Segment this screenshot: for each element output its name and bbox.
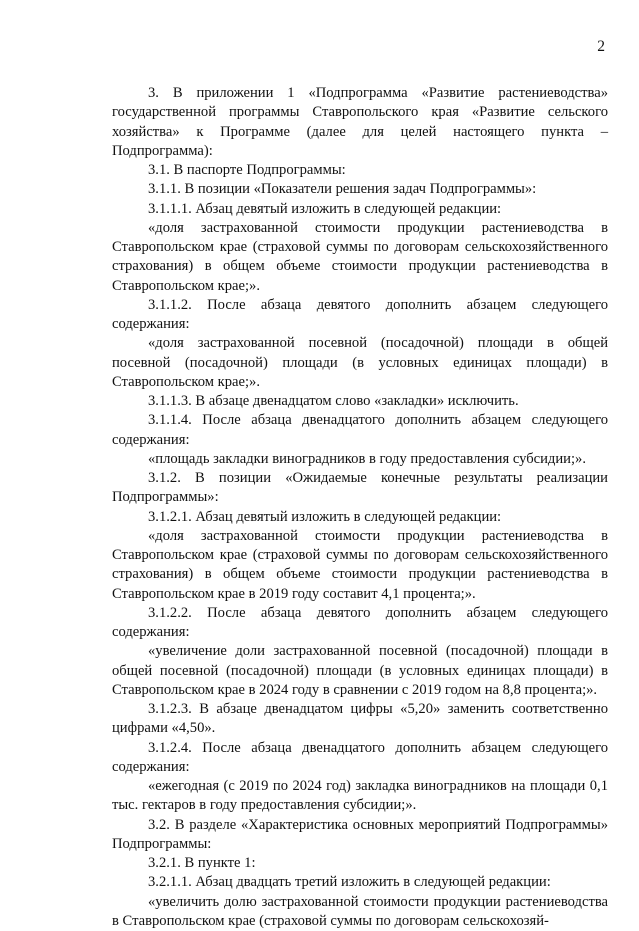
paragraph: 3. В приложении 1 «Подпрограмма «Развитие растениеводства» государственной программы Ставропольского края «Развитие сельского хозяйства» к Программе (далее для целей настоящего пункта – Подпрограмма): <box>112 84 608 161</box>
quoted-paragraph: «доля застрахованной стоимости продукции растениеводства в Ставропольском крае (страховой суммы по договорам сельскохозяйственного страхования) в общем объеме стоимости продукции растениеводства в Ставропольском крае в 2019 году составит 4,1 процента;». <box>112 527 608 604</box>
paragraph: 3.1.2.4. После абзаца двенадцатого дополнить абзацем следующего содержания: <box>112 739 608 778</box>
quoted-paragraph: «увеличить долю застрахованной стоимости продукции растениеводства в Ставропольском крае (страховой суммы по договорам сельскохозяй- <box>112 893 608 931</box>
paragraph: 3.1.2.3. В абзаце двенадцатом цифры «5,20» заменить соответственно цифрами «4,50». <box>112 700 608 739</box>
paragraph: 3.1. В паспорте Подпрограммы: <box>112 161 608 180</box>
document-body <box>112 84 608 931</box>
quoted-paragraph: «ежегодная (с 2019 по 2024 год) закладка виноградников на площади 0,1 тыс. гектаров в году предоставления субсидии;». <box>112 777 608 816</box>
paragraph: 3.2.1.1. Абзац двадцать третий изложить в следующей редакции: <box>112 873 608 892</box>
paragraph: 3.1.1.2. После абзаца девятого дополнить абзацем следующего содержания: <box>112 296 608 335</box>
paragraph: 3.1.2.2. После абзаца девятого дополнить абзацем следующего содержания: <box>112 604 608 643</box>
paragraph: 3.1.1.4. После абзаца двенадцатого дополнить абзацем следующего содержания: <box>112 411 608 450</box>
paragraph: 3.1.1.1. Абзац девятый изложить в следующей редакции: <box>112 200 608 219</box>
quoted-paragraph: «доля застрахованной посевной (посадочной) площади в общей посевной (посадочной) площади (в условных единицах площади) в Ставропольском крае;». <box>112 334 608 392</box>
quoted-paragraph: «доля застрахованной стоимости продукции растениеводства в Ставропольском крае (страховой суммы по договорам сельскохозяйственного страхования) в общем объеме стоимости продукции растениеводства в Ставропольском крае;». <box>112 219 608 296</box>
paragraph: 3.1.1. В позиции «Показатели решения задач Подпрограммы»: <box>112 180 608 199</box>
paragraph: 3.1.2. В позиции «Ожидаемые конечные результаты реализации Подпрограммы»: <box>112 469 608 508</box>
paragraph: 3.2.1. В пункте 1: <box>112 854 608 873</box>
paragraph: 3.2. В разделе «Характеристика основных мероприятий Подпрограммы» Подпрограммы: <box>112 816 608 855</box>
page-number: 2 <box>597 38 605 56</box>
paragraph: 3.1.2.1. Абзац девятый изложить в следующей редакции: <box>112 508 608 527</box>
quoted-paragraph: «площадь закладки виноградников в году предоставления субсидии;». <box>112 450 608 469</box>
paragraph: 3.1.1.3. В абзаце двенадцатом слово «закладки» исключить. <box>112 392 608 411</box>
quoted-paragraph: «увеличение доли застрахованной посевной (посадочной) площади в общей посевной (посадочной) площади (в условных единицах площади) в Ставропольском крае в 2024 году в сравнении с 2019 годом на 8,8 процента;». <box>112 642 608 700</box>
